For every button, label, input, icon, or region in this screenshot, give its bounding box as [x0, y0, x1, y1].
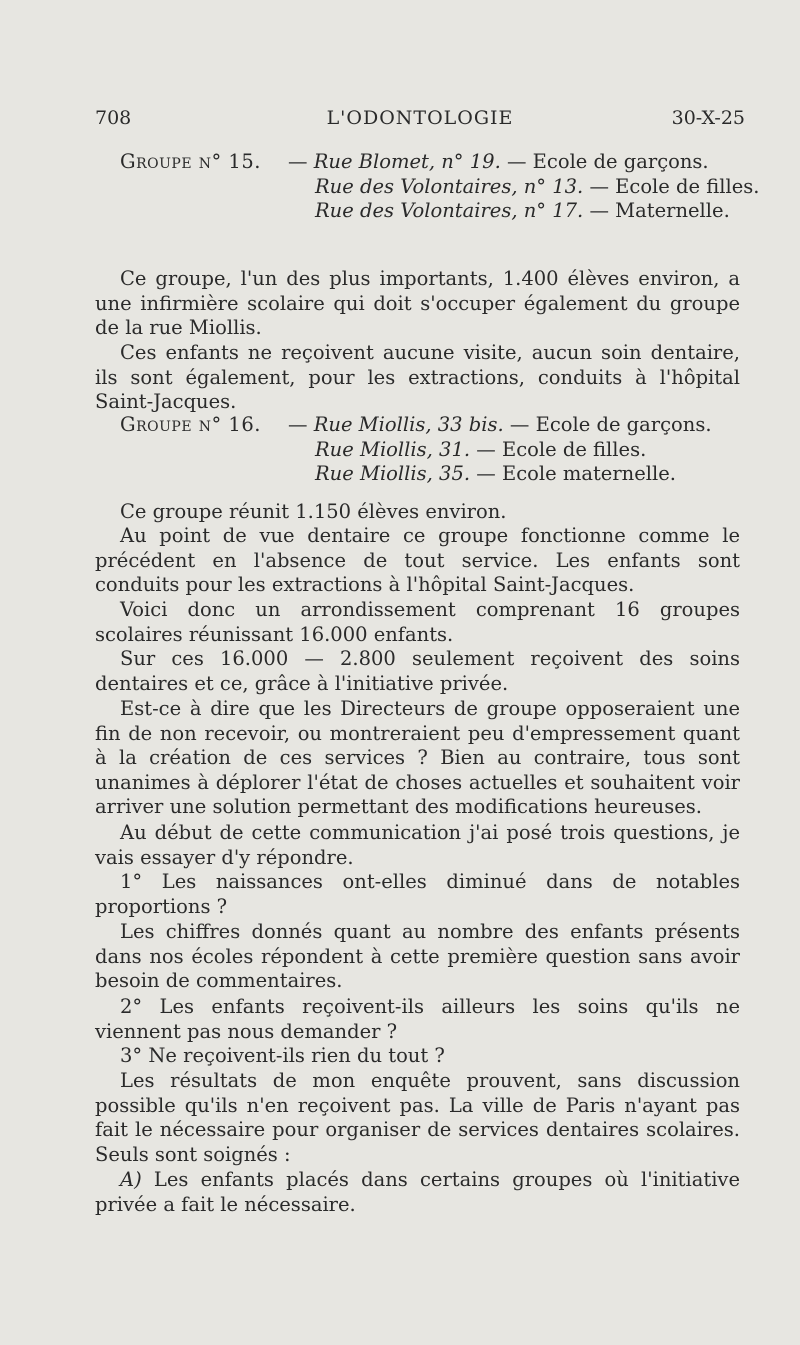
group-entry: — Rue Blomet, n° 19. — Ecole de garçons.	[288, 150, 709, 173]
group-label: Groupe n° 15.	[120, 150, 261, 173]
paragraph: Au début de cette communication j'ai posé trois questions, je vais essayer d'y répondre.	[95, 821, 740, 869]
group-entry: Rue Miollis, 35. — Ecole maternelle.	[315, 462, 676, 485]
paragraph: 3° Ne reçoivent-ils rien du tout ?	[120, 1044, 445, 1067]
list-marker: A)	[120, 1168, 142, 1191]
group-16-listing	[95, 413, 755, 487]
issue-date: 30-X-25	[671, 107, 745, 129]
paragraph: Est-ce à dire que les Directeurs de groupe opposeraient une fin de non recevoir, ou montreraient peu d'empressement quant à la création de ces services ? Bien au contraire, tous sont unanimes à déplorer l'état de choses actuelles et souhaitent voir arriver une solution permettant des modifications heureuses.	[95, 697, 740, 819]
page-number: 708	[95, 107, 132, 129]
journal-title: L'ODONTOLOGIE	[326, 107, 514, 129]
group-entry: Rue des Volontaires, n° 13. — Ecole de filles.	[315, 174, 760, 198]
group-entry: — Rue Miollis, 33 bis. — Ecole de garçons.	[288, 413, 712, 436]
group-label: Groupe n° 16.	[120, 413, 261, 436]
group-line	[95, 462, 755, 487]
group-entry: Rue Miollis, 31. — Ecole de filles.	[315, 437, 647, 461]
group-line	[95, 174, 760, 200]
running-header	[95, 107, 745, 133]
group-line	[95, 438, 755, 463]
group-line	[95, 413, 755, 438]
group-entry: Rue des Volontaires, n° 17. — Maternelle.	[315, 199, 730, 222]
paragraph: 2° Les enfants reçoivent-ils ailleurs les soins qu'ils ne viennent pas nous demander ?	[95, 995, 740, 1043]
group-15-listing	[95, 150, 760, 224]
paragraph: Voici donc un arrondissement comprenant 16 groupes scolaires réunissant 16.000 enfants.	[95, 598, 740, 646]
group-line	[95, 199, 755, 224]
paragraph: A) Les enfants placés dans certains groupes où l'initiative privée a fait le nécessaire.	[95, 1168, 740, 1216]
paragraph: 1° Les naissances ont-elles diminué dans de notables proportions ?	[95, 870, 740, 918]
paragraph: Ce groupe, l'un des plus importants, 1.400 élèves environ, a une infirmière scolaire qui doit s'occuper également du groupe de la rue Miollis.	[95, 267, 740, 340]
paragraph: Ce groupe réunit 1.150 élèves environ.	[120, 500, 507, 523]
paragraph: Au point de vue dentaire ce groupe fonctionne comme le précédent en l'absence de tout service. Les enfants sont conduits pour les extractions à l'hôpital Saint-Jacques.	[95, 524, 740, 597]
paragraph: Ces enfants ne reçoivent aucune visite, aucun soin dentaire, ils sont également, pour les extractions, conduits à l'hôpital Saint-Jacques.	[95, 341, 740, 414]
paragraph: Les chiffres donnés quant au nombre des enfants présents dans nos écoles répondent à cette première question sans avoir besoin de commentaires.	[95, 920, 740, 993]
group-line	[95, 150, 755, 175]
paragraph: Sur ces 16.000 — 2.800 seulement reçoivent des soins dentaires et ce, grâce à l'initiative privée.	[95, 647, 740, 695]
paragraph: Les résultats de mon enquête prouvent, sans discussion possible qu'ils n'en reçoivent pas. La ville de Paris n'ayant pas fait le nécessaire pour organiser de services dentaires scolaires. Seuls sont soignés :	[95, 1069, 740, 1166]
